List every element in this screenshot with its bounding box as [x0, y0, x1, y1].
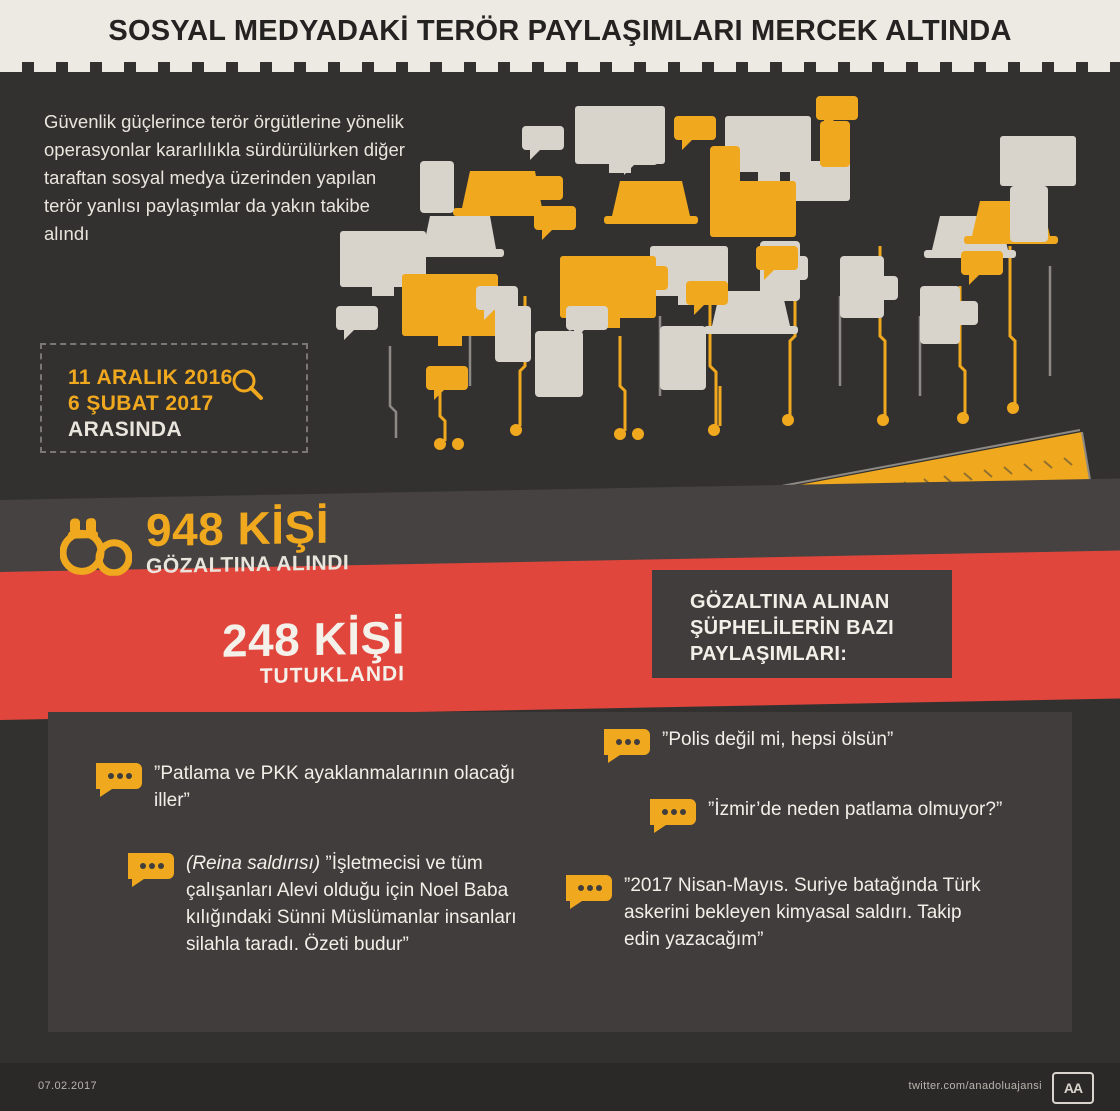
date-line-1: 11 ARALIK 2016	[68, 366, 233, 389]
chat-bubble-icon	[96, 763, 142, 797]
footer-twitter-handle: twitter.com/anadoluajansi	[908, 1080, 1042, 1092]
chat-bubble-icon	[566, 875, 612, 909]
search-icon	[230, 367, 264, 401]
date-range-box	[40, 343, 308, 453]
date-line-3: ARASINDA	[68, 418, 183, 441]
intro-paragraph: Güvenlik güçlerince terör örgütlerine yönelik operasyonlar kararlılıkla sürdürülürken diğer taraftan sosyal medya üzerinden yapılan terör yanlısı paylaşımlar da yakın takibe alındı	[44, 111, 405, 244]
page-title: SOSYAL MEDYADAKİ TERÖR PAYLAŞIMLARI MERCEK ALTINDA	[108, 14, 1012, 47]
footer-bar	[0, 1063, 1120, 1111]
stat-arrested-label: TUTUKLANDI	[259, 662, 405, 689]
quotes-heading: GÖZALTINA ALINAN ŞÜPHELİLERİN BAZI PAYLAŞIMLARI:	[690, 591, 894, 665]
quote-text-4: ”İzmir’de neden patlama olmuyor?”	[708, 799, 1003, 820]
dashed-divider	[0, 62, 1120, 72]
date-range-text	[68, 365, 233, 443]
quote-text-1: ”Patlama ve PKK ayaklanmalarının olacağı iller”	[154, 763, 516, 811]
quote-item-4	[650, 796, 1010, 833]
quote-body-2: ”İşletmecisi ve tüm çalışanları Alevi olduğu için Noel Baba kılığındaki Sünni Müslümanlar insanları silahla taradı. Özeti budur”	[186, 853, 517, 955]
quote-item-5	[566, 872, 986, 953]
chat-bubble-icon	[650, 799, 696, 833]
quote-item-2	[128, 850, 528, 958]
quote-text-3: ”Polis değil mi, hepsi ölsün”	[662, 729, 894, 750]
chat-bubble-icon	[604, 729, 650, 763]
footer-date: 07.02.2017	[38, 1080, 98, 1092]
stat-arrested	[222, 611, 405, 690]
date-line-2: 6 ŞUBAT 2017	[68, 392, 214, 415]
stat-arrested-value: 248 KİŞİ	[222, 611, 405, 667]
stat-detained-value: 948 KİŞİ	[146, 500, 329, 557]
quote-item-3	[604, 726, 1004, 763]
quote-text-5: ”2017 Nisan-Mayıs. Suriye batağında Türk askerini bekleyen kimyasal saldırı. Takip edin yazacağım”	[624, 875, 981, 950]
quote-prefix-2: (Reina saldırısı)	[186, 853, 321, 874]
chat-bubble-icon	[128, 853, 174, 887]
agency-logo: AA	[1052, 1072, 1094, 1104]
quote-text-2	[186, 850, 528, 958]
handcuffs-icon	[60, 513, 132, 576]
stat-detained	[60, 500, 350, 581]
header-bar	[0, 0, 1120, 62]
stat-detained-label: GÖZALTINA ALINDI	[146, 551, 350, 579]
quote-item-1	[96, 760, 516, 814]
